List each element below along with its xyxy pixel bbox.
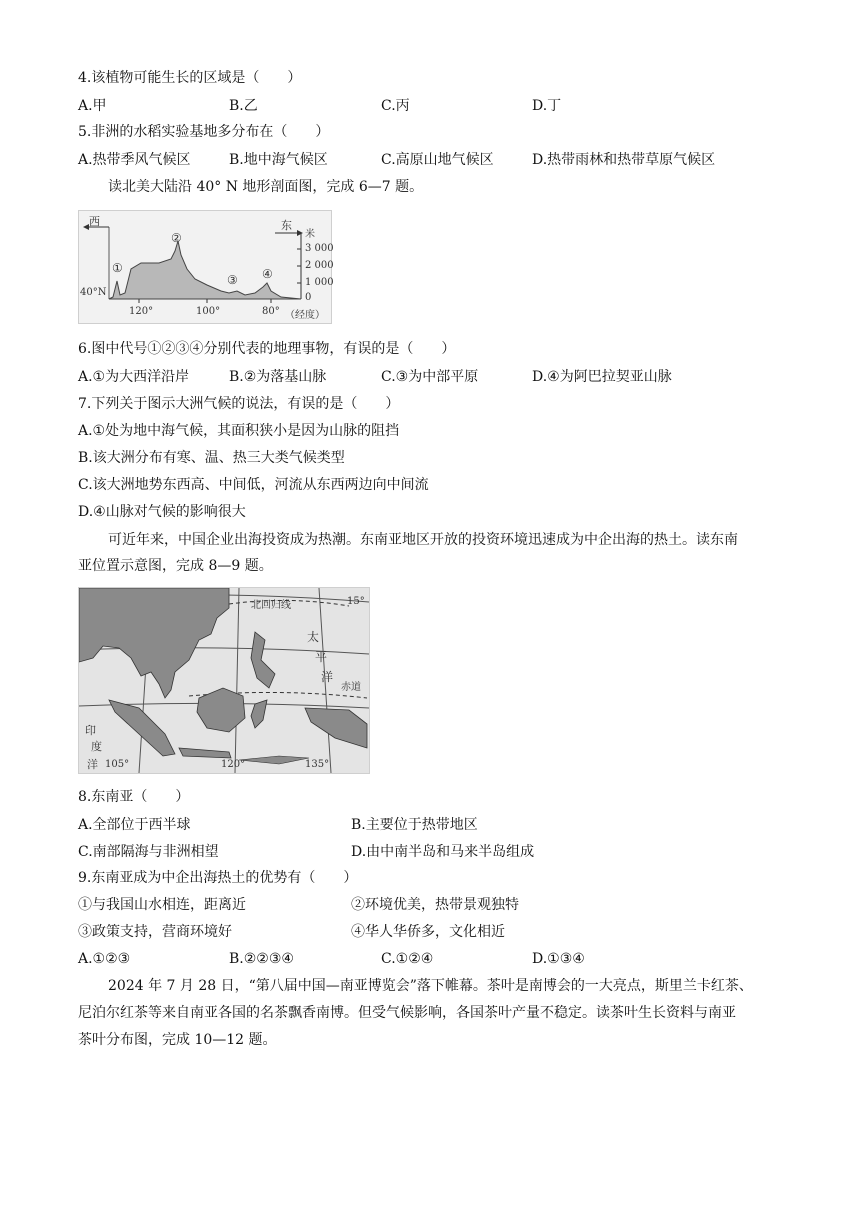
- q9-statement-2: ②环境优美，热带景观独特: [351, 897, 519, 913]
- east-label: 东: [281, 219, 292, 232]
- pacific-char-1: 太: [307, 630, 320, 644]
- q8-option-b: B.主要位于热带地区: [351, 817, 478, 833]
- q5-option-c: C.高原山地气候区: [381, 152, 494, 168]
- q7-option-b: B.该大洲分布有寒、温、热三大类气候类型: [78, 450, 345, 466]
- q9-statement-3: ③政策支持，营商环境好: [78, 924, 232, 940]
- q8-option-a: A.全部位于西半球: [78, 817, 191, 833]
- marker-1: ①: [112, 261, 123, 275]
- q6-stem: 6.图中代号①②③④分别代表的地理事物，有误的是（ ）: [78, 341, 456, 357]
- q4-option-d: D.丁: [532, 98, 562, 114]
- q9-option-b: B.②②③④: [229, 951, 294, 967]
- q6-option-c: C.③为中部平原: [381, 369, 479, 385]
- q9-statement-1: ①与我国山水相连，距离近: [78, 897, 246, 913]
- q8-option-d: D.由中南半岛和马来半岛组成: [351, 844, 535, 860]
- q8-stem: 8.东南亚（ ）: [78, 789, 190, 805]
- q5-option-b: B.地中海气候区: [229, 152, 328, 168]
- lat-label: 40°N: [80, 287, 107, 298]
- q9-statement-4: ④华人华侨多，文化相近: [351, 924, 505, 940]
- west-label: 西: [89, 215, 100, 228]
- y-tick-0: 0: [305, 292, 312, 303]
- q8-option-c: C.南部隔海与非洲相望: [78, 844, 219, 860]
- marker-2: ②: [171, 231, 182, 245]
- intro-10-12-line1: 2024 年 7 月 28 日，“第八届中国—南亚博览会”落下帷幕。茶叶是南博会的一大亮点，斯里兰卡红茶、: [108, 978, 753, 994]
- y-tick-1000: 1 000: [305, 277, 334, 288]
- tropic-label: 北回归线: [251, 600, 291, 611]
- lon120-label: 120°: [221, 759, 246, 770]
- q7-option-d: D.④山脉对气候的影响很大: [78, 504, 246, 520]
- q6-option-d: D.④为阿巴拉契亚山脉: [532, 369, 672, 385]
- q9-option-a: A.①②③: [78, 951, 131, 967]
- q5-stem: 5.非洲的水稻实验基地多分布在（ ）: [78, 124, 330, 140]
- southeast-asia-map: [78, 587, 370, 774]
- indian-char-3: 洋: [87, 758, 98, 771]
- q6-option-a: A.①为大西洋沿岸: [78, 369, 190, 385]
- indian-char-2: 度: [91, 740, 102, 753]
- q6-option-b: B.②为落基山脉: [229, 369, 327, 385]
- y-tick-2000: 2 000: [305, 260, 334, 271]
- lat15-label: 15°: [347, 596, 365, 607]
- q7-stem: 7.下列关于图示大洲气候的说法，有误的是（ ）: [78, 396, 400, 412]
- q9-option-d: D.①③④: [532, 951, 585, 967]
- x-tick-120: 120°: [129, 306, 154, 317]
- intro-6-7: 读北美大陆沿 40° N 地形剖面图，完成 6—7 题。: [108, 179, 424, 195]
- q4-stem: 4.该植物可能生长的区域是（ ）: [78, 70, 302, 86]
- equator-label: 赤道: [341, 682, 361, 693]
- q4-option-b: B.乙: [229, 98, 258, 114]
- intro-8-9-line1: 可近年来，中国企业出海投资成为热潮。东南亚地区开放的投资环境迅速成为中企出海的热土。读东南: [108, 532, 738, 548]
- indian-char-1: 印: [85, 724, 96, 737]
- lon105-label: 105°: [105, 759, 130, 770]
- unit-label: 米: [305, 229, 315, 240]
- marker-3: ③: [227, 273, 238, 287]
- lon135-label: 135°: [305, 759, 330, 770]
- pacific-char-3: 洋: [321, 670, 334, 684]
- terrain-profile-figure: [78, 210, 332, 324]
- q4-option-c: C.丙: [381, 98, 410, 114]
- intro-8-9-line2: 亚位置示意图，完成 8—9 题。: [78, 558, 273, 574]
- pacific-char-2: 平: [315, 650, 328, 664]
- q4-option-a: A.甲: [78, 98, 107, 114]
- x-axis-label: （经度）: [285, 310, 325, 321]
- q7-option-c: C.该大洲地势东西高、中间低，河流从东西两边向中间流: [78, 477, 429, 493]
- x-tick-100: 100°: [196, 306, 221, 317]
- intro-10-12-line2: 尼泊尔红茶等来自南亚各国的名茶飘香南博。但受气候影响，各国茶叶产量不稳定。读茶叶生长资料与南亚: [78, 1005, 736, 1021]
- q5-option-d: D.热带雨林和热带草原气候区: [532, 152, 716, 168]
- q9-option-c: C.①②④: [381, 951, 434, 967]
- x-tick-80: 80°: [262, 306, 280, 317]
- q9-stem: 9.东南亚成为中企出海热土的优势有（ ）: [78, 870, 358, 886]
- intro-10-12-line3: 茶叶分布图，完成 10—12 题。: [78, 1032, 277, 1048]
- q7-option-a: A.①处为地中海气候，其面积狭小是因为山脉的阻挡: [78, 423, 400, 439]
- marker-4: ④: [262, 267, 273, 281]
- q5-option-a: A.热带季风气候区: [78, 152, 191, 168]
- y-tick-3000: 3 000: [305, 243, 334, 254]
